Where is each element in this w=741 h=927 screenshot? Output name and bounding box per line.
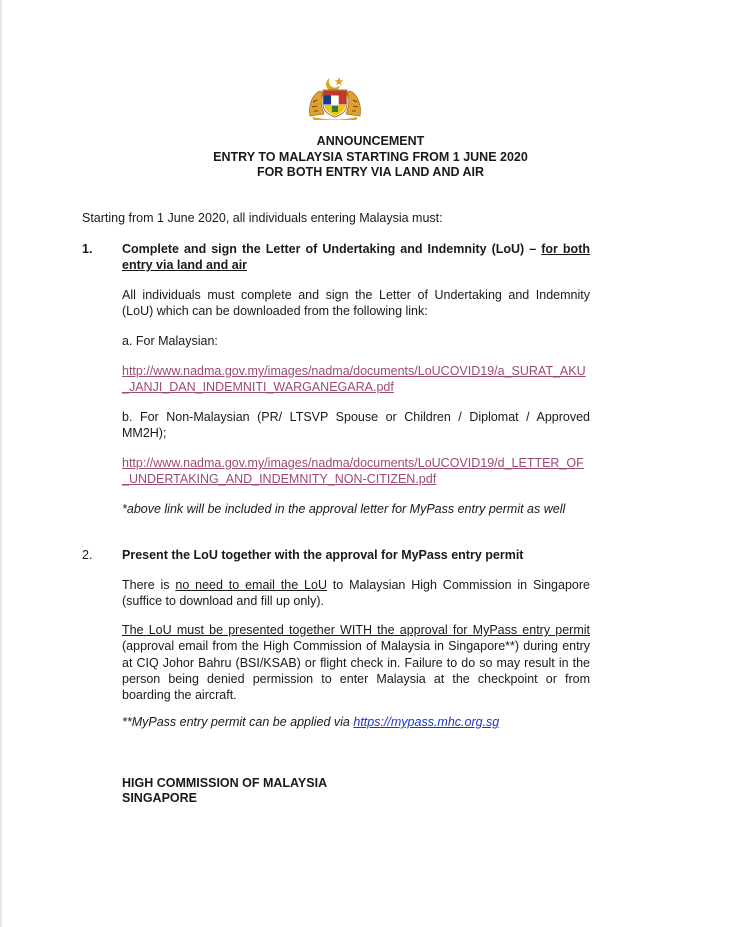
section-2-title: Present the LoU together with the approval for MyPass entry permit — [122, 548, 524, 562]
malaysian-lou-link[interactable]: http://www.nadma.gov.my/images/nadma/documents/LoUCOVID19/a_SURAT_AKU_JANJI_DAN_INDEMNITI_WARGANEGARA.pdf — [122, 364, 586, 395]
signature-line-2: SINGAPORE — [122, 791, 198, 805]
announcement-title: ENTRY TO MALAYSIA STARTING FROM 1 JUNE 2020 — [213, 150, 528, 164]
announcement-subtitle: FOR BOTH ENTRY VIA LAND AND AIR — [256, 165, 485, 179]
intro-paragraph: Starting from 1 June 2020, all individuals entering Malaysia must: — [82, 211, 443, 225]
non-malaysian-label: b. For Non-Malaysian (PR/ LTSVP Spouse or Children / Diplomat / Approved MM2H); — [122, 410, 590, 441]
mypass-note-text: **MyPass entry permit can be applied via — [122, 715, 354, 729]
section-1-body: All individuals must complete and sign the Letter of Undertaking and Indemnity (LoU) which can be downloaded from the following link: — [122, 288, 590, 319]
section-2-paragraph-2 — [122, 622, 590, 703]
mypass-link[interactable]: https://mypass.mhc.org.sg — [353, 715, 500, 729]
section-1-title-underlined: for both entry via land and air — [122, 242, 590, 273]
section-1-note: *above link will be included in the approval letter for MyPass entry permit as well — [122, 502, 566, 516]
p1-start: There is — [122, 578, 176, 592]
mypass-note — [122, 714, 590, 730]
section-2-number: 2. — [82, 548, 93, 562]
p2-underlined: The LoU must be presented together WITH the approval for MyPass entry permit — [122, 623, 590, 637]
p2-end: (approval email from the High Commission of Malaysia in Singapore**) during entry at CIQ Johor Bahru (BSI/KSAB) or flight check in. Failure to do so may result in the person being denied permission to enter Malaysia at the checkpoint or from boarding the aircraft. — [122, 639, 590, 702]
section-1-title — [122, 241, 590, 274]
malaysian-label: a. For Malaysian: — [122, 334, 218, 348]
coat-of-arms-icon — [306, 76, 364, 120]
p1-underlined: no need to email the LoU — [175, 578, 327, 592]
section-1-number: 1. — [82, 242, 93, 256]
section-1-title-main: Complete and sign the Letter of Undertaking and Indemnity (LoU) – — [122, 242, 542, 256]
p1-end: to Malaysian High Commission in Singapore (suffice to download and fill up only). — [122, 578, 590, 609]
announcement-heading: ANNOUNCEMENT — [316, 134, 425, 148]
non-malaysian-lou-link[interactable]: http://www.nadma.gov.my/images/nadma/documents/LoUCOVID19/d_LETTER_OF_UNDERTAKING_AND_INDEMNITY_NON-CITIZEN.pdf — [122, 456, 584, 487]
section-2-paragraph-1 — [122, 577, 590, 610]
signature-line-1: HIGH COMMISSION OF MALAYSIA — [122, 776, 328, 790]
